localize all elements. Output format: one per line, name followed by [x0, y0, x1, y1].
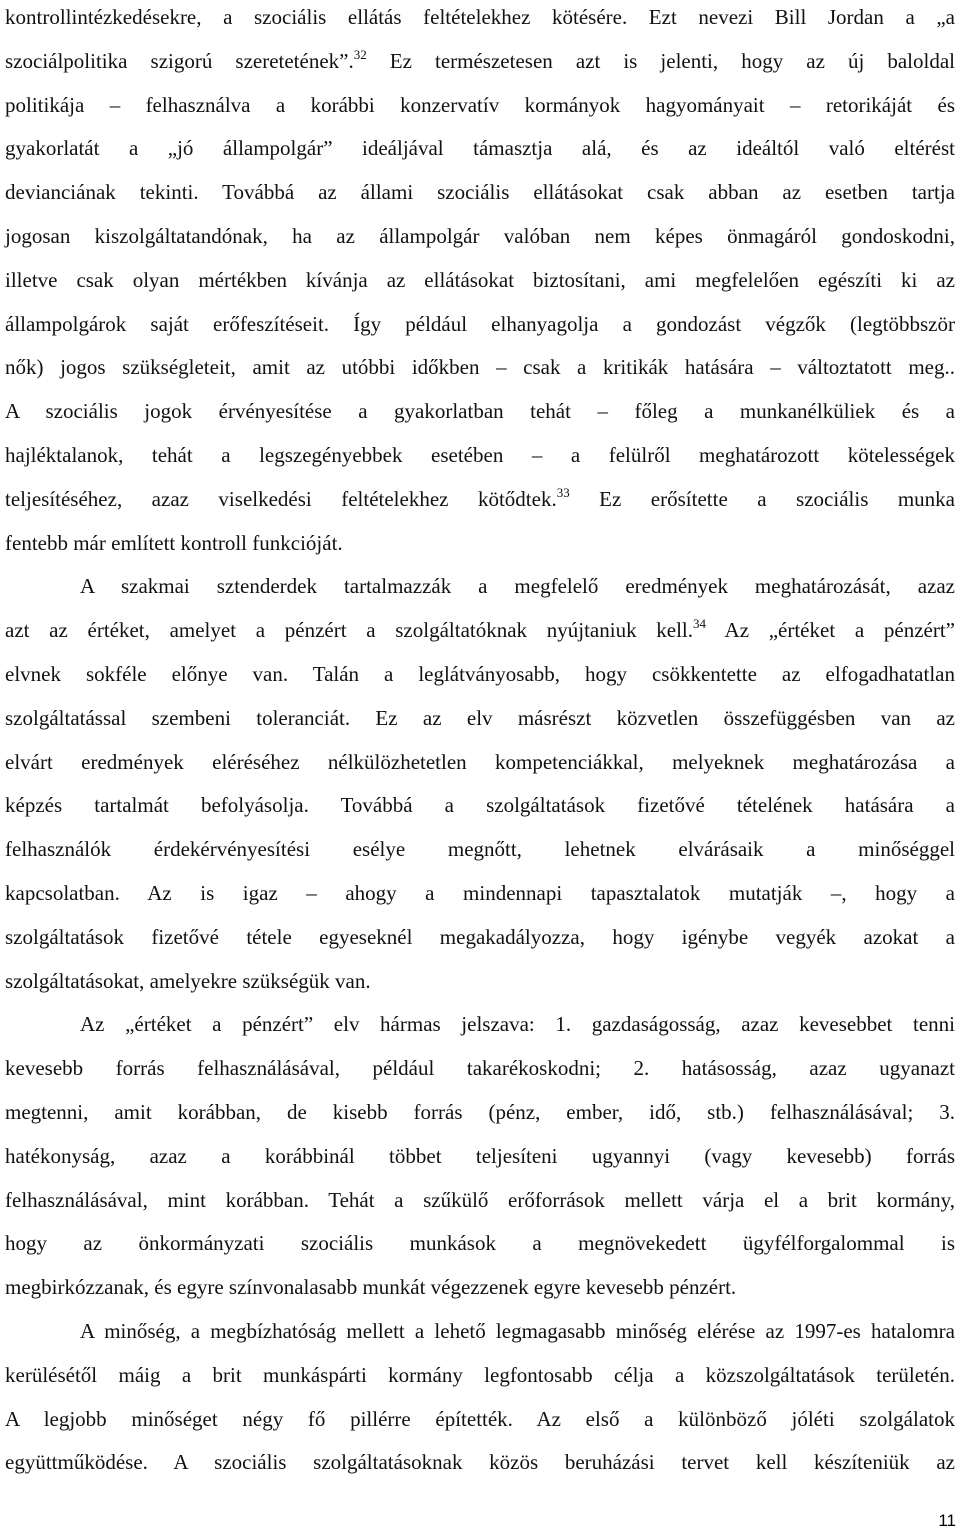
line-text-continued: Ez erősítette a szociális munka — [569, 486, 955, 511]
line-text: képzés tartalmát befolyásolja. Továbbá a szolgáltatások fizetővé tételének hatására a — [5, 793, 955, 818]
text-line — [5, 352, 955, 382]
line-text: állampolgárok saját erőfeszítéseit. Így például elhanyagolja a gondozást végzők (legtöbbször — [5, 311, 955, 336]
text-line — [5, 878, 955, 908]
text-line — [5, 309, 955, 339]
line-text: szolgáltatással szembeni toleranciát. Ez az elv másrészt közvetlen összefüggésben van az — [5, 705, 955, 730]
text-line — [5, 133, 955, 163]
text-line — [5, 221, 955, 251]
line-text: elvnek sokféle előnye van. Talán a leglátványosabb, hogy csökkentette az elfogadhatatlan — [5, 662, 955, 686]
page-number: 11 — [938, 1511, 956, 1530]
text-line — [5, 615, 955, 645]
text-line — [5, 1097, 955, 1127]
text-line — [5, 2, 955, 32]
footnote-reference[interactable]: 33 — [556, 484, 570, 500]
line-text: szolgáltatások fizetővé tétele egyeseknél megakadályozza, hogy igénybe vegyék azokat a — [5, 924, 955, 949]
text-line — [5, 1272, 955, 1302]
line-text: teljesítéséhez, azaz viselkedési feltételekhez kötődtek. — [5, 486, 557, 511]
line-text: együttműködése. A szociális szolgáltatásoknak közös beruházási tervet kell készíteniük az — [5, 1450, 955, 1475]
text-line — [5, 790, 955, 820]
line-text: A legjobb minőséget négy fő pillérre építették. Az első a különböző jóléti szolgálatok — [5, 1406, 955, 1431]
line-text: A minőség, a megbízhatóság mellett a lehető legmagasabb minőség elérése az 1997-es hatalomra — [80, 1319, 955, 1343]
line-text: kevesebb forrás felhasználásával, például takarékoskodni; 2. hatásosság, azaz ugyanazt — [5, 1056, 955, 1081]
line-text: hajléktalanok, tehát a legszegényebbek esetében – a felülről meghatározott kötelességek — [5, 443, 955, 467]
line-text: felhasználók érdekérvényesítési esélye megnőtt, lehetnek elvárásaik a minőséggel — [5, 837, 955, 862]
footnote-reference[interactable]: 32 — [353, 46, 367, 62]
line-text: nők) jogos szükségleteit, amit az utóbbi időkben – csak a kritikák hatására – változtatott meg.. — [5, 355, 955, 380]
text-line — [5, 528, 955, 558]
line-text: gyakorlatát a „jó állampolgár” ideáljával támasztja alá, és az ideáltól való eltérést — [5, 136, 955, 161]
text-line — [80, 1009, 955, 1039]
text-line — [5, 1185, 955, 1215]
text-line — [5, 1404, 955, 1434]
line-text: azt az értéket, amelyet a pénzért a szolgáltatóknak nyújtaniuk kell. — [5, 618, 693, 643]
text-line — [5, 440, 955, 470]
line-text: szolgáltatásokat, amelyekre szükségük van. — [5, 968, 371, 993]
line-text: szociálpolitika szigorú szeretetének”. — [5, 48, 354, 73]
line-text: A szakmai sztenderdek tartalmazzák a megfelelő eredmények meghatározását, azaz — [80, 574, 955, 599]
line-text: illetve csak olyan mértékben kívánja az ellátásokat biztosítani, ami megfelelően egészíti ki az — [5, 267, 955, 292]
text-line — [5, 177, 955, 207]
text-line — [80, 1316, 955, 1346]
line-text: Az „értéket a pénzért” elv hármas jelszava: 1. gazdaságosság, azaz kevesebbet tenni — [80, 1012, 955, 1037]
line-text: devianciának tekinti. Továbbá az állami szociális ellátásokat csak abban az esetben tartja — [5, 180, 955, 205]
text-line — [5, 484, 955, 514]
line-text: A szociális jogok érvényesítése a gyakorlatban tehát – főleg a munkanélküliek és a — [5, 399, 955, 424]
line-text: megbirkózzanak, és egyre színvonalasabb munkát végezzenek egyre kevesebb pénzért. — [5, 1275, 737, 1300]
line-text: kerülésétől máig a brit munkáspárti kormány legfontosabb célja a közszolgáltatások területén. — [5, 1362, 955, 1387]
text-line — [5, 922, 955, 952]
line-text: jogosan kiszolgáltatandónak, ha az állampolgár valóban nem képes önmagáról gondoskodni, — [5, 224, 955, 248]
line-text: politikája – felhasználva a korábbi konzervatív kormányok hagyományait – retorikáját és — [5, 92, 955, 117]
line-text: elvárt eredmények eléréséhez nélkülözhetetlen kompetenciákkal, melyeknek meghatározása a — [5, 749, 955, 774]
line-text: hogy az önkormányzati szociális munkások a megnövekedett ügyfélforgalommal is — [5, 1231, 955, 1256]
line-text-continued: Ez természetesen azt is jelenti, hogy az új baloldal — [366, 48, 955, 73]
text-line — [5, 265, 955, 295]
text-line — [5, 703, 955, 733]
text-line — [5, 46, 955, 76]
text-line — [5, 1053, 955, 1083]
line-text: kapcsolatban. Az is igaz – ahogy a mindennapi tapasztalatok mutatják –, hogy a — [5, 881, 955, 905]
text-line — [80, 571, 955, 601]
text-line — [5, 396, 955, 426]
text-line — [5, 966, 955, 996]
line-text-continued: Az „értéket a pénzért” — [706, 618, 955, 643]
line-text: felhasználásával, mint korábban. Tehát a szűkülő erőforrások mellett várja el a brit kormány, — [5, 1187, 955, 1212]
text-line — [5, 1141, 955, 1171]
text-line — [5, 659, 955, 689]
footnote-reference[interactable]: 34 — [693, 616, 706, 632]
line-text: hatékonyság, azaz a korábbinál többet teljesíteni ugyannyi (vagy kevesebb) forrás — [5, 1143, 955, 1168]
text-line — [5, 834, 955, 864]
text-line — [5, 1360, 955, 1390]
text-line — [5, 90, 955, 120]
line-text: fentebb már említett kontroll funkcióját. — [5, 530, 343, 555]
text-line — [5, 747, 955, 777]
text-line — [5, 1228, 955, 1258]
line-text: megtenni, amit korábban, de kisebb forrás (pénz, ember, idő, stb.) felhasználásával; 3. — [5, 1100, 955, 1124]
line-text: kontrollintézkedésekre, a szociális ellátás feltételekhez kötésére. Ezt nevezi Bill Jordan a „a — [5, 5, 955, 29]
text-line — [5, 1447, 955, 1477]
